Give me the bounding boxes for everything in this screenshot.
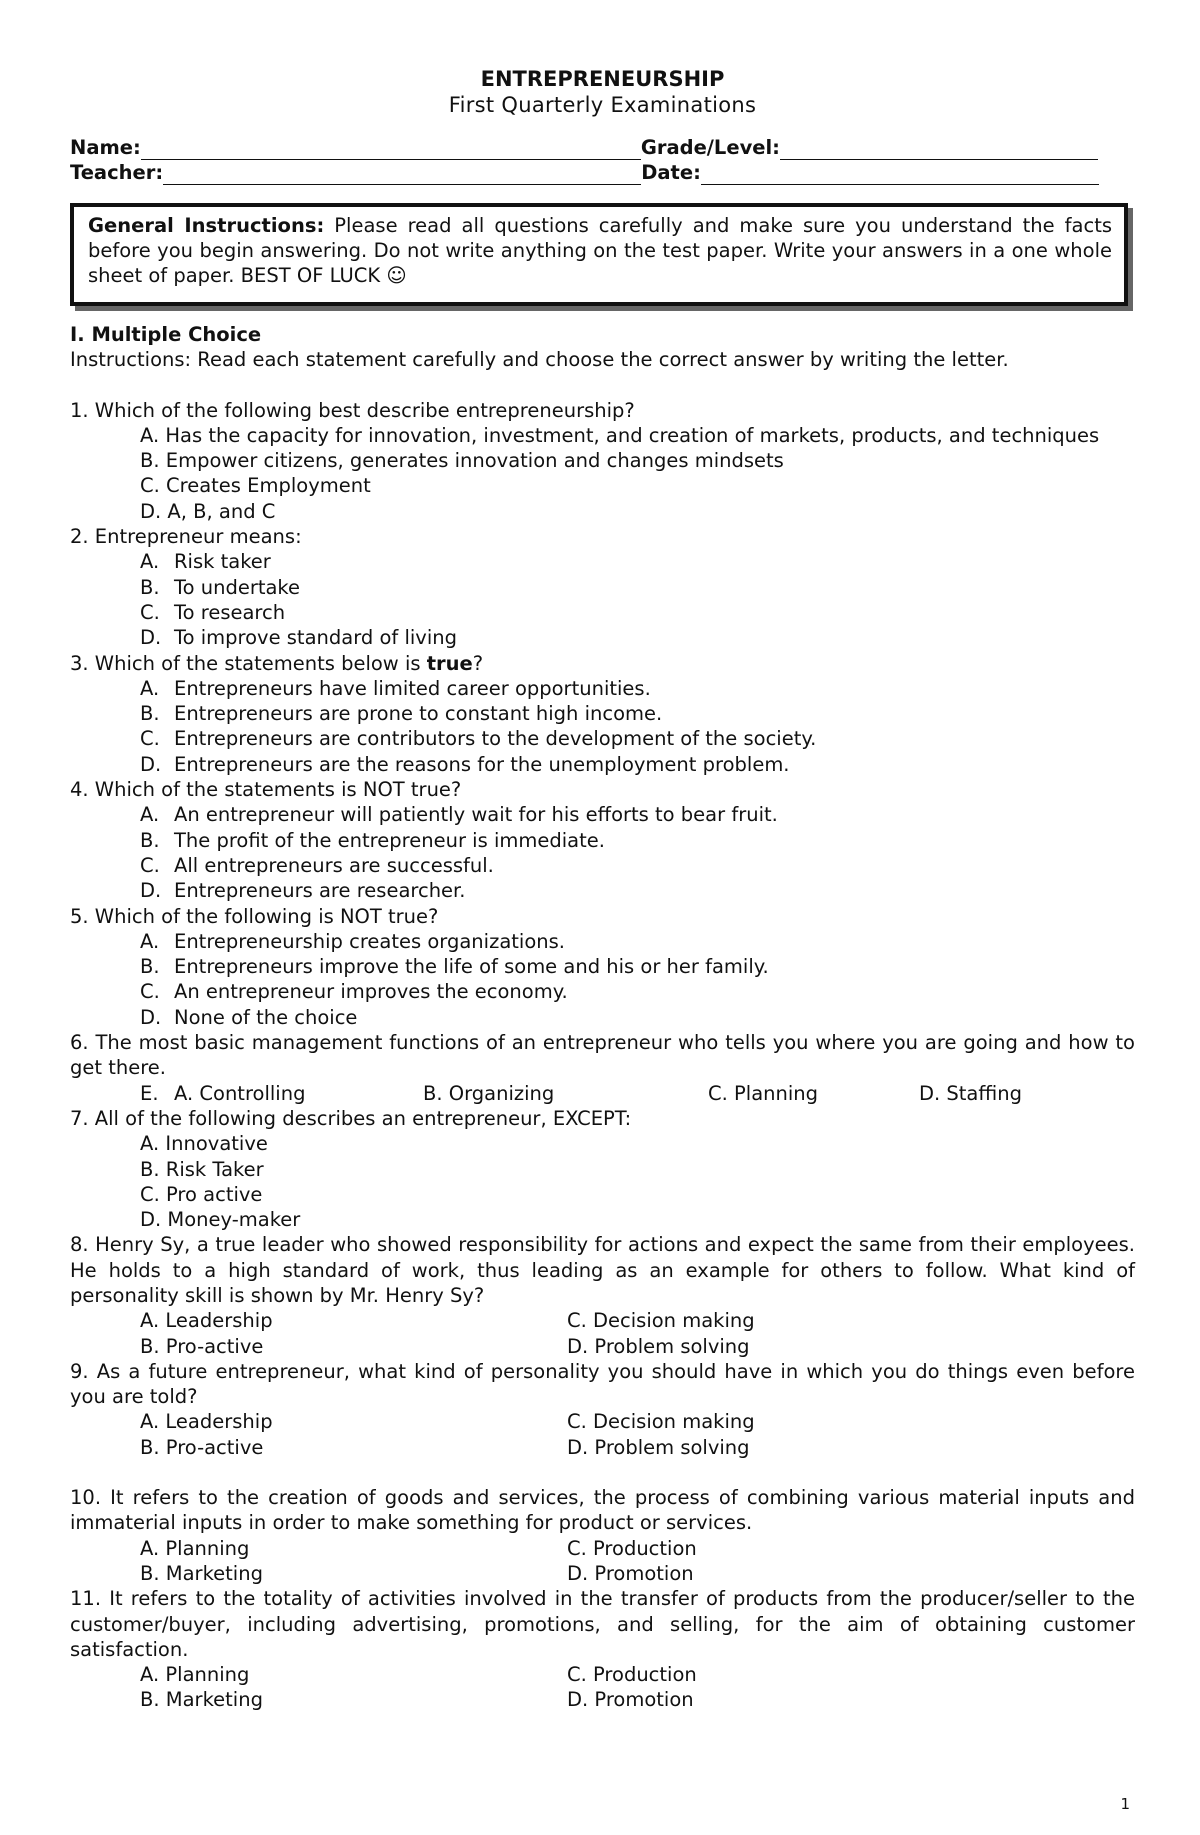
q10-option-a: A. Planning	[140, 1536, 250, 1560]
question-5: 5. Which of the following is NOT true?	[70, 904, 439, 928]
q1-option-d: D. A, B, and C	[140, 499, 276, 523]
q4-option-a: A. An entrepreneur will patiently wait for his efforts to bear fruit.	[140, 803, 778, 827]
q4-option-b: B. The profit of the entrepreneur is immediate.	[140, 828, 605, 852]
q11-option-d: D. Promotion	[567, 1688, 694, 1712]
q6-prefix: E.	[140, 1081, 159, 1105]
exam-title: ENTREPRENEURSHIP	[480, 67, 725, 91]
question-4: 4. Which of the statements is NOT true?	[70, 778, 462, 802]
general-instructions-text: Please read all questions carefully and make sure you understand the facts before you begin answering. Do not write anything on the test paper. Write your answers in a one whole sheet of paper. BEST OF LUCK ☺	[88, 214, 1112, 287]
q11-option-b: B. Marketing	[140, 1688, 263, 1712]
q10-option-d: D. Promotion	[567, 1561, 694, 1585]
general-instructions-label: General Instructions:	[88, 214, 325, 237]
q2-option-a: A. Risk taker	[140, 550, 271, 574]
q5-option-a: A. Entrepreneurship creates organizations.	[140, 929, 565, 953]
q5-option-b: B. Entrepreneurs improve the life of some and his or her family.	[140, 955, 769, 979]
date-label: Date:	[641, 160, 701, 184]
q8-option-a: A. Leadership	[140, 1309, 273, 1333]
exam-page	[70, 66, 1135, 1713]
q8-option-b: B. Pro-active	[140, 1334, 264, 1358]
q6-option-b: B. Organizing	[423, 1081, 555, 1105]
q11-option-c: C. Production	[567, 1663, 697, 1687]
name-grade-row	[70, 135, 1135, 160]
q4-option-d: D. Entrepreneurs are researcher.	[140, 879, 466, 903]
q5-option-d: D. None of the choice	[140, 1005, 358, 1029]
q8-options-row-2	[70, 1334, 1135, 1359]
q1-option-b: B. Empower citizens, generates innovation and changes mindsets	[140, 449, 784, 473]
q1-option-c: C. Creates Employment	[140, 474, 371, 498]
question-8: 8. Henry Sy, a true leader who showed responsibility for actions and expect the same from their employees. He holds to a high standard of work, thus leading as an example for others to follow. What kind of personality skill is shown by Mr. Henry Sy?	[70, 1233, 1135, 1307]
q1-option-a: A. Has the capacity for innovation, investment, and creation of markets, products, and techniques	[140, 423, 1100, 447]
q6-option-a: A. Controlling	[174, 1081, 306, 1105]
grade-line	[780, 140, 1098, 160]
page-number: 1	[1120, 1795, 1130, 1813]
q9-options-row-1	[70, 1409, 1135, 1434]
teacher-date-row	[70, 160, 1135, 185]
q11-options-row-1	[70, 1662, 1135, 1687]
q10-options-row-2	[70, 1561, 1135, 1586]
question-7: 7. All of the following describes an entrepreneur, EXCEPT:	[70, 1106, 632, 1130]
q11-options-row-2	[70, 1687, 1135, 1712]
q5-option-c: C. An entrepreneur improves the economy.	[140, 980, 568, 1004]
q3-option-b: B. Entrepreneurs are prone to constant high income.	[140, 702, 663, 726]
q3-option-c: C. Entrepreneurs are contributors to the development of the society.	[140, 727, 817, 751]
q8-option-c: C. Decision making	[567, 1309, 755, 1333]
q8-option-d: D. Problem solving	[567, 1334, 750, 1358]
q2-option-c: C. To research	[140, 600, 286, 624]
q8-options-row-1	[70, 1308, 1135, 1333]
question-10: 10. It refers to the creation of goods and services, the process of combining various material inputs and immaterial inputs in order to make something for product or services.	[70, 1486, 1135, 1535]
teacher-label: Teacher:	[70, 160, 164, 184]
question-2: 2. Entrepreneur means:	[70, 525, 302, 549]
general-instructions-box	[70, 203, 1128, 306]
q3-option-d: D. Entrepreneurs are the reasons for the unemployment problem.	[140, 752, 790, 776]
q9-option-a: A. Leadership	[140, 1410, 273, 1434]
question-3: 3. Which of the statements below is true?	[70, 651, 484, 675]
q2-option-d: D. To improve standard of living	[140, 626, 457, 650]
name-label: Name:	[70, 135, 141, 159]
question-1: 1. Which of the following best describe entrepreneurship?	[70, 398, 635, 422]
q6-option-d: D. Staffing	[919, 1081, 1022, 1105]
q10-option-c: C. Production	[567, 1536, 697, 1560]
question-6: 6. The most basic management functions of an entrepreneur who tells you where you are going and how to get there.	[70, 1031, 1135, 1080]
section-instructions: Instructions: Read each statement carefully and choose the correct answer by writing the letter.	[70, 348, 1009, 372]
q10-options-row-1	[70, 1536, 1135, 1561]
q2-option-b: B. To undertake	[140, 575, 301, 599]
question-9: 9. As a future entrepreneur, what kind of personality you should have in which you do things even before you are told?	[70, 1359, 1135, 1409]
q9-option-d: D. Problem solving	[567, 1435, 750, 1459]
q7-option-a: A. Innovative	[140, 1132, 268, 1156]
q7-option-d: D. Money-maker	[140, 1208, 301, 1232]
exam-subtitle: First Quarterly Examinations	[448, 93, 757, 117]
q9-options-row-2	[70, 1435, 1135, 1460]
name-line	[141, 140, 641, 160]
q7-option-c: C. Pro active	[140, 1182, 263, 1206]
q6-options	[70, 1081, 1135, 1106]
section-title: I. Multiple Choice	[70, 323, 262, 346]
q7-option-b: B. Risk Taker	[140, 1157, 264, 1181]
q10-option-b: B. Marketing	[140, 1561, 263, 1585]
q3-option-a: A. Entrepreneurs have limited career opportunities.	[140, 676, 651, 700]
q4-option-c: C. All entrepreneurs are successful.	[140, 853, 494, 877]
q6-option-c: C. Planning	[708, 1081, 819, 1105]
q11-option-a: A. Planning	[140, 1663, 250, 1687]
date-line	[701, 165, 1099, 185]
grade-label: Grade/Level:	[640, 135, 780, 159]
teacher-line	[163, 165, 641, 185]
q9-option-c: C. Decision making	[567, 1410, 755, 1434]
q9-option-b: B. Pro-active	[140, 1435, 264, 1459]
question-11: 11. It refers to the totality of activities involved in the transfer of products from the producer/seller to the customer/buyer, including advertising, promotions, and selling, for the aim of obtaining customer satisfaction.	[70, 1587, 1135, 1661]
